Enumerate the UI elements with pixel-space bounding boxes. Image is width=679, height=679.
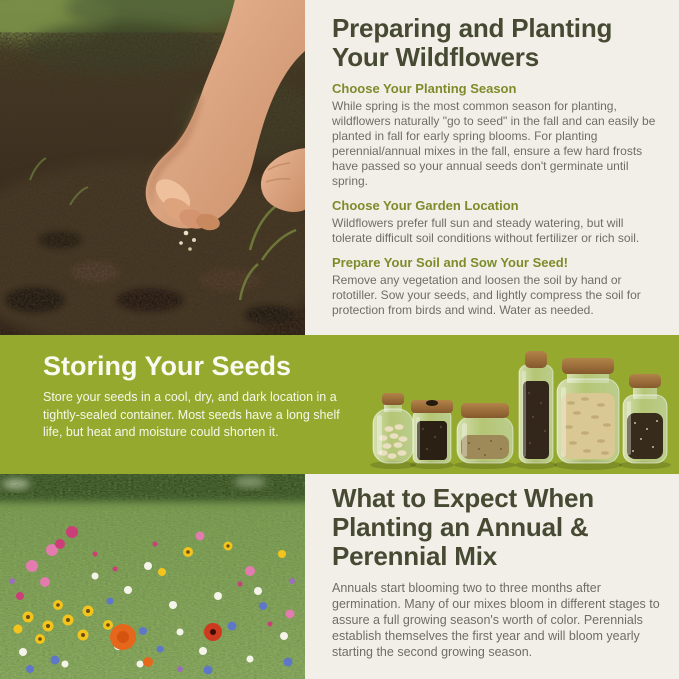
subsection-body: Remove any vegetation and loosen the soil by hand or rototiller. Sow your seeds, and lightly compress the soil for protection from birds and wind. Water as needed. (332, 273, 641, 317)
subsection-body: Wildflowers prefer full sun and steady watering, but will tolerate difficult soil conditions without fertilizer or rich soil. (332, 216, 640, 245)
subsection-planting-season (332, 81, 666, 189)
storing-copy (43, 350, 353, 442)
preparing-panel (305, 0, 679, 335)
subsection-garden-location (332, 198, 666, 246)
subsection-heading: Choose Your Planting Season (332, 81, 517, 96)
preparing-section (0, 0, 679, 335)
preparing-title: Preparing and Planting Your Wildflowers (332, 13, 613, 72)
sowing-hand-illustration (0, 0, 305, 335)
wildflower-meadow-illustration (0, 474, 305, 679)
expect-title: What to Expect When Planting an Annual & Perennial Mix (332, 483, 594, 571)
seed-jars-illustration (365, 337, 675, 472)
storing-title: Storing Your Seeds (43, 351, 292, 381)
subsection-heading: Prepare Your Soil and Sow Your Seed! (332, 255, 568, 270)
storing-body: Store your seeds in a cool, dry, and dark location in a tightly-sealed container. Most seeds have a long shelf life, but heat and moisture could shorten it. (43, 390, 340, 439)
subsection-heading: Choose Your Garden Location (332, 198, 519, 213)
expect-panel (305, 474, 679, 679)
subsection-body: While spring is the most common season for planting, wildflowers naturally "go to seed" in the fall and can easily be planted in fall for early spring blooms. For planting perennial/annual mixes in the fall, ensure a few hard frosts have passed so your annual seeds don't germinate until spring. (332, 99, 656, 188)
expect-body: Annuals start blooming two to three months after germination. Many of our mixes bloom in different stages to assure a full growing season's worth of color. Perennials establish themselves the first year and will bloom yearly starting the second growing season. (332, 581, 660, 659)
expect-section (0, 474, 679, 679)
wildflower-meadow-photo (0, 474, 305, 679)
subsection-prepare-soil (332, 255, 666, 318)
storing-band (0, 335, 679, 474)
sowing-hand-photo (0, 0, 305, 335)
seed-jars-photo (365, 337, 675, 472)
